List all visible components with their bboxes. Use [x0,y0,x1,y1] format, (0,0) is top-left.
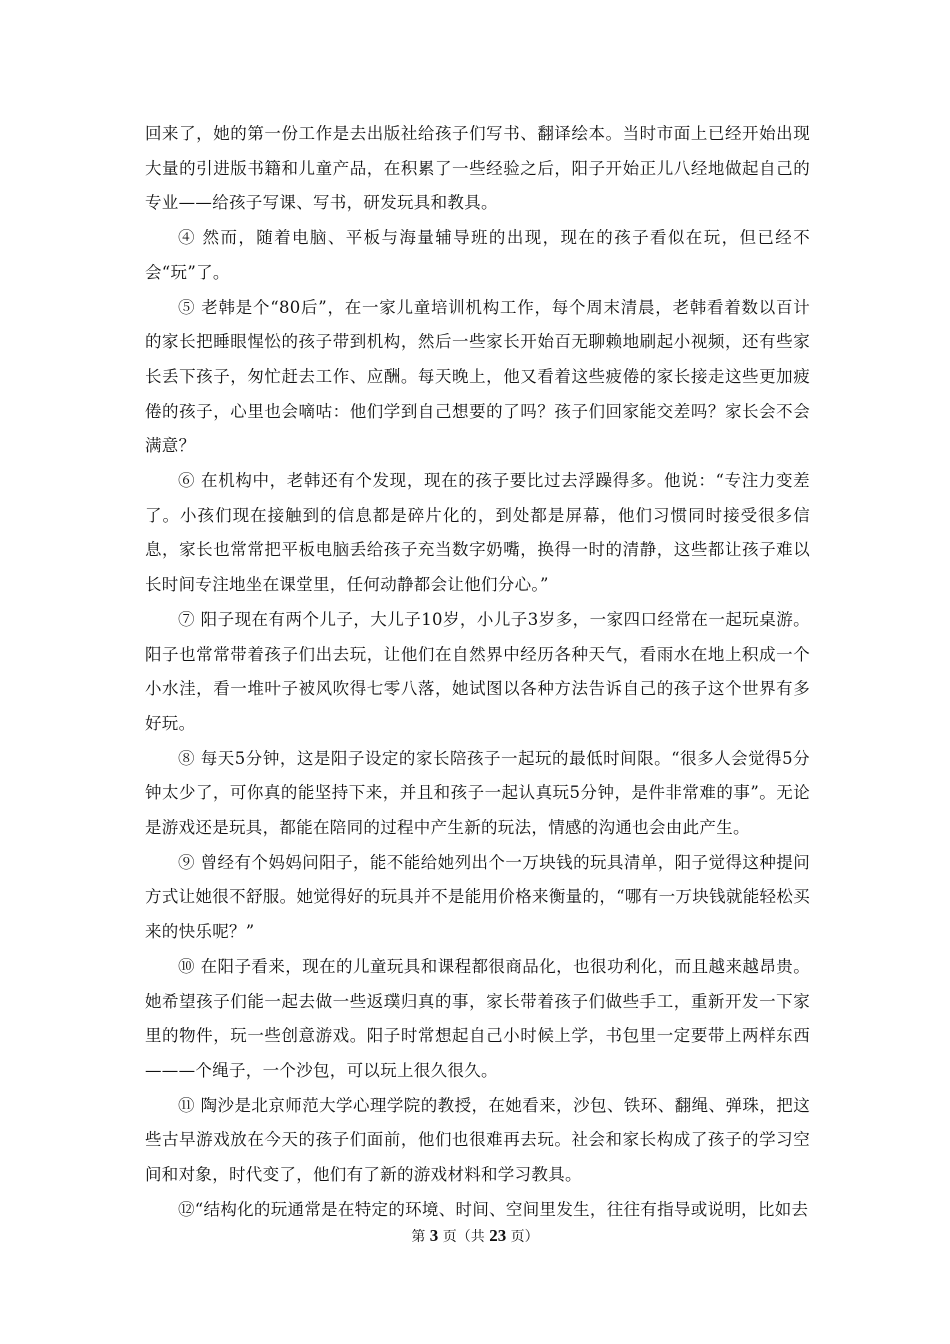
paragraph-12: ⑫“结构化的玩通常是在特定的环境、时间、空间里发生，往往有指导或说明，比如去 [178,1199,809,1219]
paragraph-5: ⑤ 老韩是个“80后”，在一家儿童培训机构工作，每个周末清晨，老韩看着数以百计的家长把睡眼惺忪的孩子带到机构，然后一些家长开始百无聊赖地刷起小视频，还有些家长丢下孩子，匆忙赶去工作、应酬。每天晚上，他又看着这些疲倦的家长接走这些更加疲倦的孩子，心里也会嘀咕：他们学到自己想要的了吗？孩子们回家能交差吗？家长会不会满意？ [145,297,810,456]
paragraph-10: ⑩ 在阳子看来，现在的儿童玩具和课程都很商品化，也很功利化，而且越来越昂贵。她希望孩子们能一起去做一些返璞归真的事，家长带着孩子们做些手工，重新开发一下家里的物件，玩一些创意游戏。阳子时常想起自己小时候上学，书包里一定要带上两样东西———个绳子，一个沙包，可以玩上很久很久。 [145,956,810,1080]
article-body [145,117,810,1228]
page-footer [0,1226,950,1247]
paragraph-4: ④ 然而，随着电脑、平板与海量辅导班的出现，现在的孩子看似在玩，但已经不会“玩”了。 [145,228,810,282]
paragraph-7: ⑦ 阳子现在有两个儿子，大儿子10岁，小儿子3岁多，一家四口经常在一起玩桌游。阳子也常常带着孩子们出去玩，让他们在自然界中经历各种天气，看雨水在地上积成一个小水洼，看一堆叶子被风吹得七零八落，她试图以各种方法告诉自己的孩子这个世界有多好玩。 [145,609,810,733]
paragraph-continuation: 回来了，她的第一份工作是去出版社给孩子们写书、翻译绘本。当时市面上已经开始出现大量的引进版书籍和儿童产品，在积累了一些经验之后，阳子开始正儿八经地做起自己的专业——给孩子写课、写书，研发玩具和教具。 [145,124,810,213]
paragraph-11: ⑪ 陶沙是北京师范大学心理学院的教授，在她看来，沙包、铁环、翻绳、弹珠，把这些古早游戏放在今天的孩子们面前，他们也很难再去玩。社会和家长构成了孩子的学习空间和对象，时代变了，他们有了新的游戏材料和学习教具。 [145,1095,810,1185]
footer-middle: 页（共 [438,1229,490,1245]
footer-prefix: 第 [411,1229,430,1245]
current-page-number: 3 [429,1226,439,1245]
paragraph-6: ⑥ 在机构中，老韩还有个发现，现在的孩子要比过去浮躁得多。他说：“专注力变差了。小孩们现在接触到的信息都是碎片化的，到处都是屏幕，他们习惯同时接受很多信息，家长也常常把平板电脑丢给孩子充当数字奶嘴，换得一时的清静，这些都让孩子难以长时间专注地坐在课堂里，任何动静都会让他们分心。” [145,471,810,595]
paragraph-8: ⑧ 每天5分钟，这是阳子设定的家长陪孩子一起玩的最低时间限。“很多人会觉得5分钟太少了，可你真的能坚持下来，并且和孩子一起认真玩5分钟，是件非常难的事”。无论是游戏还是玩具，都能在陪同的过程中产生新的玩法，情感的沟通也会由此产生。 [145,748,810,838]
paragraph-9: ⑨ 曾经有个妈妈问阳子，能不能给她列出个一万块钱的玩具清单，阳子觉得这种提问方式让她很不舒服。她觉得好的玩具并不是能用价格来衡量的，“哪有一万块钱就能轻松买来的快乐呢？” [145,852,810,942]
footer-suffix: 页） [506,1229,539,1245]
total-page-count: 23 [489,1226,507,1245]
